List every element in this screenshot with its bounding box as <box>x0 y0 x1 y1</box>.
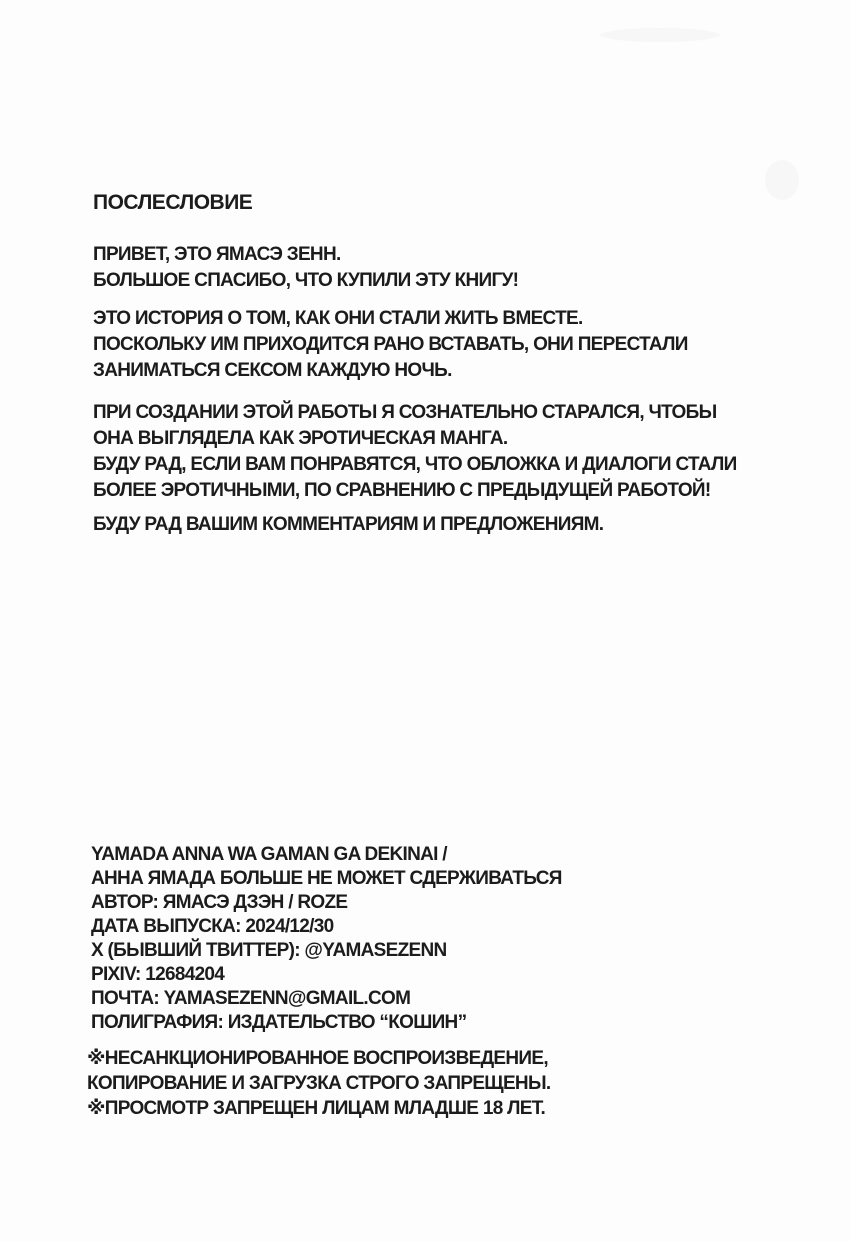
text-line: ЗАНИМАТЬСЯ СЕКСОМ КАЖДУЮ НОЧЬ. <box>93 360 452 381</box>
credits-block <box>91 843 810 1035</box>
credit-author: АВТОР: ЯМАСЭ ДЗЭН / ROZE <box>91 892 348 913</box>
credit-pixiv-id: PIXIV: 12684204 <box>91 964 225 985</box>
text-line: ПРИ СОЗДАНИИ ЭТОЙ РАБОТЫ Я СОЗНАТЕЛЬНО СТАРАЛСЯ, ЧТОБЫ <box>93 402 717 423</box>
credit-release-date: ДАТА ВЫПУСКА: 2024/12/30 <box>91 916 334 937</box>
credit-printer: ПОЛИГРАФИЯ: ИЗДАТЕЛЬСТВО “КОШИН” <box>91 1012 467 1033</box>
text-line: ОНА ВЫГЛЯДЕЛА КАК ЭРОТИЧЕСКАЯ МАНГА. <box>93 428 508 449</box>
text-line: БОЛЬШОЕ СПАСИБО, ЧТО КУПИЛИ ЭТУ КНИГУ! <box>93 270 519 291</box>
copyright-notice <box>87 1046 810 1121</box>
creation-paragraph <box>93 400 810 504</box>
text-line: ПОСКОЛЬКУ ИМ ПРИХОДИТСЯ РАНО ВСТАВАТЬ, ОНИ ПЕРЕСТАЛИ <box>93 334 688 355</box>
notice-line: КОПИРОВАНИЕ И ЗАГРУЗКА СТРОГО ЗАПРЕЩЕНЫ. <box>87 1073 551 1094</box>
notice-line: ※НЕСАНКЦИОНИРОВАННОЕ ВОСПРОИЗВЕДЕНИЕ, <box>87 1048 548 1069</box>
text-line: БОЛЕЕ ЭРОТИЧНЫМИ, ПО СРАВНЕНИЮ С ПРЕДЫДУЩЕЙ РАБОТОЙ! <box>93 480 711 501</box>
text-line: ПРИВЕТ, ЭТО ЯМАСЭ ЗЕНН. <box>93 244 341 265</box>
notice-line: ※ПРОСМОТР ЗАПРЕЩЕН ЛИЦАМ МЛАДШЕ 18 ЛЕТ. <box>87 1098 546 1119</box>
credit-email: ПОЧТА: YAMASEZENN@GMAIL.COM <box>91 988 411 1009</box>
story-paragraph <box>93 306 810 384</box>
scan-artifact <box>600 28 720 42</box>
text-line: БУДУ РАД ВАШИМ КОММЕНТАРИЯМ И ПРЕДЛОЖЕНИЯМ. <box>93 514 604 535</box>
credit-title-russian: АННА ЯМАДА БОЛЬШЕ НЕ МОЖЕТ СДЕРЖИВАТЬСЯ <box>91 868 562 889</box>
text-line: БУДУ РАД, ЕСЛИ ВАМ ПОНРАВЯТСЯ, ЧТО ОБЛОЖКА И ДИАЛОГИ СТАЛИ <box>93 454 737 475</box>
credit-title-romaji: YAMADA ANNA WA GAMAN GA DEKINAI / <box>91 844 447 865</box>
feedback-paragraph <box>93 512 810 538</box>
text-line: ЭТО ИСТОРИЯ О ТОМ, КАК ОНИ СТАЛИ ЖИТЬ ВМЕСТЕ. <box>93 308 583 329</box>
page-title: ПОСЛЕСЛОВИЕ <box>93 191 253 214</box>
credit-twitter-handle: X (БЫВШИЙ ТВИТТЕР): @YAMASEZENN <box>91 940 447 961</box>
greeting-paragraph <box>93 242 810 294</box>
